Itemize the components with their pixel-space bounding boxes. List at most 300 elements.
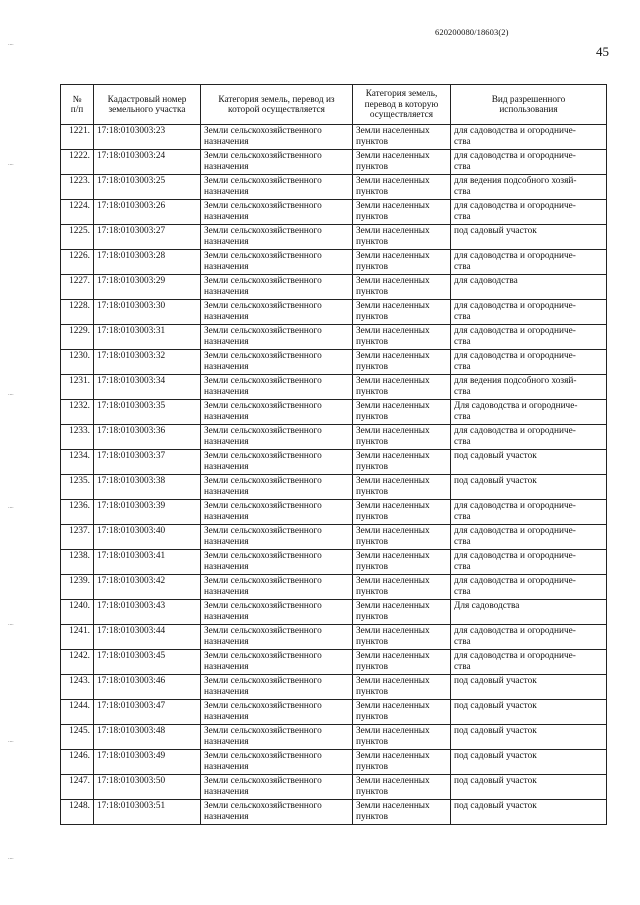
column-header-permitted-use: Вид разрешенного использования — [451, 85, 607, 125]
table-row — [61, 625, 607, 650]
category-to-line: Земли населенных — [356, 726, 430, 736]
cadastral-number: 17:18:0103003:36 — [97, 426, 166, 436]
category-from-line: назначения — [204, 812, 249, 822]
category-to-cell — [353, 700, 451, 725]
row-number: 1232. — [69, 401, 90, 411]
table-row — [61, 800, 607, 825]
permitted-use-cell — [451, 800, 607, 825]
category-to-line: Земли населенных — [356, 601, 430, 611]
permitted-use-line: для садоводства и огородниче- — [454, 126, 576, 136]
cadastral-number: 17:18:0103003:34 — [97, 376, 166, 386]
permitted-use-cell — [451, 725, 607, 750]
permitted-use-cell — [451, 525, 607, 550]
row-number-cell — [61, 225, 94, 250]
category-from-cell — [201, 750, 353, 775]
cadastral-number: 17:18:0103003:28 — [97, 251, 166, 261]
category-from-line: назначения — [204, 762, 249, 772]
permitted-use-line: для садоводства и огородниче- — [454, 526, 576, 536]
category-from-line: назначения — [204, 337, 249, 347]
category-from-cell — [201, 450, 353, 475]
category-from-line: Земли сельскохозяйственного — [204, 601, 322, 611]
category-to-cell — [353, 175, 451, 200]
permitted-use-cell — [451, 225, 607, 250]
row-number: 1225. — [69, 226, 90, 236]
row-number-cell — [61, 625, 94, 650]
row-number-cell — [61, 275, 94, 300]
permitted-use-line: для садоводства и огородниче- — [454, 426, 576, 436]
row-number-cell — [61, 500, 94, 525]
category-from-cell — [201, 525, 353, 550]
row-number-cell — [61, 525, 94, 550]
table-row — [61, 250, 607, 275]
category-from-cell — [201, 225, 353, 250]
row-number-cell — [61, 425, 94, 450]
table-row — [61, 575, 607, 600]
permitted-use-cell — [451, 700, 607, 725]
table-row — [61, 500, 607, 525]
category-from-line: Земли сельскохозяйственного — [204, 726, 322, 736]
cadastral-number: 17:18:0103003:45 — [97, 651, 166, 661]
category-from-line: назначения — [204, 687, 249, 697]
category-from-line: Земли сельскохозяйственного — [204, 476, 322, 486]
cadastral-number-cell — [94, 150, 201, 175]
category-from-line: назначения — [204, 187, 249, 197]
category-from-line: назначения — [204, 412, 249, 422]
margin-mark: ·–· — [8, 42, 14, 48]
row-number-cell — [61, 675, 94, 700]
cadastral-number-cell — [94, 775, 201, 800]
permitted-use-cell — [451, 400, 607, 425]
row-number: 1245. — [69, 726, 90, 736]
category-to-cell — [353, 550, 451, 575]
category-to-line: пунктов — [356, 187, 388, 197]
category-to-line: пунктов — [356, 612, 388, 622]
table-row — [61, 750, 607, 775]
table-row — [61, 675, 607, 700]
row-number-cell — [61, 575, 94, 600]
category-to-cell — [353, 625, 451, 650]
document-code: 620200080/18603(2) — [435, 27, 509, 37]
category-from-line: Земли сельскохозяйственного — [204, 151, 322, 161]
permitted-use-line: под садовый участок — [454, 726, 537, 736]
row-number: 1246. — [69, 751, 90, 761]
category-to-line: Земли населенных — [356, 151, 430, 161]
category-to-cell — [353, 575, 451, 600]
category-to-line: Земли населенных — [356, 351, 430, 361]
category-from-line: Земли сельскохозяйственного — [204, 801, 322, 811]
table-header-row — [61, 85, 607, 125]
row-number-cell — [61, 375, 94, 400]
category-from-line: назначения — [204, 787, 249, 797]
category-to-cell — [353, 725, 451, 750]
category-to-line: Земли населенных — [356, 501, 430, 511]
category-from-line: назначения — [204, 137, 249, 147]
cadastral-number-cell — [94, 600, 201, 625]
permitted-use-line: ства — [454, 262, 471, 272]
permitted-use-line: под садовый участок — [454, 801, 537, 811]
category-from-line: Земли сельскохозяйственного — [204, 176, 322, 186]
row-number: 1227. — [69, 276, 90, 286]
category-from-line: назначения — [204, 387, 249, 397]
row-number-cell — [61, 125, 94, 150]
permitted-use-line: ства — [454, 362, 471, 372]
category-to-line: Земли населенных — [356, 776, 430, 786]
category-from-line: Земли сельскохозяйственного — [204, 251, 322, 261]
cadastral-number-cell — [94, 300, 201, 325]
row-number: 1238. — [69, 551, 90, 561]
row-number-cell — [61, 200, 94, 225]
table-row — [61, 375, 607, 400]
permitted-use-cell — [451, 575, 607, 600]
row-number: 1243. — [69, 676, 90, 686]
category-from-line: Земли сельскохозяйственного — [204, 426, 322, 436]
row-number: 1223. — [69, 176, 90, 186]
permitted-use-line: ства — [454, 562, 471, 572]
permitted-use-cell — [451, 150, 607, 175]
category-from-cell — [201, 600, 353, 625]
permitted-use-cell — [451, 750, 607, 775]
table-row — [61, 425, 607, 450]
row-number: 1236. — [69, 501, 90, 511]
permitted-use-cell — [451, 350, 607, 375]
cadastral-number: 17:18:0103003:43 — [97, 601, 166, 611]
category-to-cell — [353, 750, 451, 775]
permitted-use-line: для садоводства и огородниче- — [454, 301, 576, 311]
cadastral-number-cell — [94, 550, 201, 575]
category-from-line: назначения — [204, 737, 249, 747]
column-header-category-to: Категория земель, перевод в которую осуществляется — [353, 85, 451, 125]
row-number-cell — [61, 800, 94, 825]
row-number: 1228. — [69, 301, 90, 311]
category-from-line: назначения — [204, 312, 249, 322]
category-from-line: Земли сельскохозяйственного — [204, 701, 322, 711]
permitted-use-cell — [451, 125, 607, 150]
category-from-line: Земли сельскохозяйственного — [204, 201, 322, 211]
row-number-cell — [61, 750, 94, 775]
category-to-line: пунктов — [356, 512, 388, 522]
category-from-cell — [201, 775, 353, 800]
category-to-cell — [353, 600, 451, 625]
cadastral-number: 17:18:0103003:38 — [97, 476, 166, 486]
permitted-use-line: ства — [454, 412, 471, 422]
category-to-line: Земли населенных — [356, 651, 430, 661]
category-to-line: пунктов — [356, 237, 388, 247]
category-to-line: пунктов — [356, 487, 388, 497]
cadastral-number-cell — [94, 250, 201, 275]
permitted-use-line: ства — [454, 437, 471, 447]
category-to-line: Земли населенных — [356, 376, 430, 386]
category-to-line: пунктов — [356, 787, 388, 797]
permitted-use-line: под садовый участок — [454, 751, 537, 761]
category-to-line: Земли населенных — [356, 626, 430, 636]
permitted-use-line: под садовый участок — [454, 226, 537, 236]
category-from-line: назначения — [204, 362, 249, 372]
table-row — [61, 550, 607, 575]
category-to-cell — [353, 375, 451, 400]
table-row — [61, 300, 607, 325]
row-number: 1237. — [69, 526, 90, 536]
permitted-use-line: ства — [454, 212, 471, 222]
table-row — [61, 400, 607, 425]
permitted-use-cell — [451, 550, 607, 575]
category-to-line: пунктов — [356, 687, 388, 697]
row-number: 1221. — [69, 126, 90, 136]
category-to-cell — [353, 500, 451, 525]
permitted-use-line: для ведения подсобного хозяй- — [454, 176, 577, 186]
category-from-cell — [201, 150, 353, 175]
table-row — [61, 325, 607, 350]
row-number: 1231. — [69, 376, 90, 386]
table-row — [61, 700, 607, 725]
permitted-use-line: ства — [454, 662, 471, 672]
margin-mark: ·–· — [8, 392, 14, 398]
table-row — [61, 200, 607, 225]
category-from-line: Земли сельскохозяйственного — [204, 326, 322, 336]
row-number: 1235. — [69, 476, 90, 486]
category-from-cell — [201, 350, 353, 375]
category-from-line: Земли сельскохозяйственного — [204, 451, 322, 461]
category-from-line: назначения — [204, 637, 249, 647]
permitted-use-cell — [451, 600, 607, 625]
cadastral-number-cell — [94, 650, 201, 675]
category-to-line: Земли населенных — [356, 551, 430, 561]
category-from-cell — [201, 675, 353, 700]
permitted-use-cell — [451, 500, 607, 525]
cadastral-number: 17:18:0103003:35 — [97, 401, 166, 411]
permitted-use-line: под садовый участок — [454, 676, 537, 686]
cadastral-number-cell — [94, 325, 201, 350]
table-row — [61, 150, 607, 175]
category-from-line: назначения — [204, 262, 249, 272]
row-number: 1239. — [69, 576, 90, 586]
cadastral-number: 17:18:0103003:26 — [97, 201, 166, 211]
category-to-line: Земли населенных — [356, 751, 430, 761]
category-from-cell — [201, 375, 353, 400]
permitted-use-cell — [451, 450, 607, 475]
category-from-line: назначения — [204, 462, 249, 472]
cadastral-number: 17:18:0103003:31 — [97, 326, 166, 336]
category-from-line: назначения — [204, 512, 249, 522]
category-to-line: пунктов — [356, 287, 388, 297]
row-number: 1229. — [69, 326, 90, 336]
cadastral-number: 17:18:0103003:37 — [97, 451, 166, 461]
category-to-line: Земли населенных — [356, 326, 430, 336]
cadastral-number: 17:18:0103003:42 — [97, 576, 166, 586]
category-to-cell — [353, 300, 451, 325]
category-from-line: Земли сельскохозяйственного — [204, 526, 322, 536]
table-row — [61, 650, 607, 675]
cadastral-number: 17:18:0103003:48 — [97, 726, 166, 736]
row-number: 1233. — [69, 426, 90, 436]
category-from-line: Земли сельскохозяйственного — [204, 226, 322, 236]
permitted-use-line: ства — [454, 512, 471, 522]
category-to-cell — [353, 250, 451, 275]
category-to-line: Земли населенных — [356, 276, 430, 286]
category-to-cell — [353, 125, 451, 150]
permitted-use-cell — [451, 625, 607, 650]
cadastral-number-cell — [94, 350, 201, 375]
table-row — [61, 600, 607, 625]
permitted-use-cell — [451, 675, 607, 700]
category-to-line: пунктов — [356, 762, 388, 772]
row-number-cell — [61, 150, 94, 175]
permitted-use-line: Для садоводства и огородниче- — [454, 401, 578, 411]
cadastral-number-cell — [94, 175, 201, 200]
category-to-line: Земли населенных — [356, 476, 430, 486]
category-from-line: Земли сельскохозяйственного — [204, 301, 322, 311]
row-number: 1241. — [69, 626, 90, 636]
permitted-use-cell — [451, 425, 607, 450]
category-from-line: Земли сельскохозяйственного — [204, 551, 322, 561]
row-number-cell — [61, 325, 94, 350]
category-from-line: Земли сельскохозяйственного — [204, 576, 322, 586]
category-from-line: Земли сельскохозяйственного — [204, 776, 322, 786]
row-number: 1222. — [69, 151, 90, 161]
category-to-line: пунктов — [356, 212, 388, 222]
category-from-cell — [201, 400, 353, 425]
permitted-use-line: ства — [454, 337, 471, 347]
category-to-line: Земли населенных — [356, 201, 430, 211]
category-to-line: пунктов — [356, 662, 388, 672]
category-from-line: назначения — [204, 237, 249, 247]
category-to-line: пунктов — [356, 412, 388, 422]
category-from-cell — [201, 500, 353, 525]
category-to-line: пунктов — [356, 312, 388, 322]
table-row — [61, 725, 607, 750]
row-number-cell — [61, 725, 94, 750]
category-from-cell — [201, 200, 353, 225]
cadastral-number: 17:18:0103003:46 — [97, 676, 166, 686]
row-number: 1224. — [69, 201, 90, 211]
category-from-line: Земли сельскохозяйственного — [204, 501, 322, 511]
category-to-line: пунктов — [356, 537, 388, 547]
permitted-use-line: ства — [454, 187, 471, 197]
margin-mark: ·–· — [8, 505, 14, 511]
category-from-line: Земли сельскохозяйственного — [204, 401, 322, 411]
permitted-use-line: под садовый участок — [454, 776, 537, 786]
category-from-line: назначения — [204, 487, 249, 497]
row-number: 1248. — [69, 801, 90, 811]
category-to-line: пунктов — [356, 587, 388, 597]
category-from-cell — [201, 175, 353, 200]
margin-mark: ·–· — [8, 622, 14, 628]
category-to-cell — [353, 425, 451, 450]
permitted-use-cell — [451, 325, 607, 350]
category-from-cell — [201, 250, 353, 275]
category-from-cell — [201, 575, 353, 600]
category-to-line: пунктов — [356, 737, 388, 747]
margin-mark: ·–· — [8, 856, 14, 862]
category-to-cell — [353, 775, 451, 800]
category-from-line: Земли сельскохозяйственного — [204, 376, 322, 386]
table-row — [61, 350, 607, 375]
category-to-cell — [353, 400, 451, 425]
table-row — [61, 125, 607, 150]
category-from-line: Земли сельскохозяйственного — [204, 276, 322, 286]
row-number-cell — [61, 700, 94, 725]
cadastral-number-cell — [94, 275, 201, 300]
cadastral-number-cell — [94, 200, 201, 225]
table-row — [61, 525, 607, 550]
cadastral-number-cell — [94, 500, 201, 525]
category-from-line: назначения — [204, 537, 249, 547]
category-from-cell — [201, 725, 353, 750]
margin-mark: ·–· — [8, 739, 14, 745]
category-to-line: пунктов — [356, 637, 388, 647]
row-number-cell — [61, 250, 94, 275]
category-to-line: пунктов — [356, 262, 388, 272]
category-from-cell — [201, 425, 353, 450]
cadastral-number-cell — [94, 750, 201, 775]
category-from-line: назначения — [204, 287, 249, 297]
permitted-use-cell — [451, 275, 607, 300]
row-number-cell — [61, 450, 94, 475]
cadastral-number-cell — [94, 575, 201, 600]
row-number-cell — [61, 475, 94, 500]
cadastral-number-cell — [94, 450, 201, 475]
permitted-use-line: ства — [454, 537, 471, 547]
category-to-line: Земли населенных — [356, 176, 430, 186]
category-to-cell — [353, 675, 451, 700]
category-to-cell — [353, 650, 451, 675]
category-to-cell — [353, 450, 451, 475]
row-number: 1240. — [69, 601, 90, 611]
category-to-cell — [353, 475, 451, 500]
category-to-line: Земли населенных — [356, 526, 430, 536]
category-to-line: Земли населенных — [356, 426, 430, 436]
category-to-line: пунктов — [356, 437, 388, 447]
category-to-line: Земли населенных — [356, 676, 430, 686]
row-number-cell — [61, 400, 94, 425]
category-from-line: назначения — [204, 712, 249, 722]
page-number: 45 — [596, 44, 609, 59]
row-number-cell — [61, 350, 94, 375]
row-number: 1230. — [69, 351, 90, 361]
permitted-use-cell — [451, 200, 607, 225]
cadastral-number: 17:18:0103003:40 — [97, 526, 166, 536]
permitted-use-line: ства — [454, 387, 471, 397]
row-number: 1247. — [69, 776, 90, 786]
category-from-cell — [201, 800, 353, 825]
permitted-use-line: под садовый участок — [454, 451, 537, 461]
category-to-line: пунктов — [356, 162, 388, 172]
table-row — [61, 775, 607, 800]
permitted-use-line: для ведения подсобного хозяй- — [454, 376, 577, 386]
table-row — [61, 175, 607, 200]
cadastral-number-cell — [94, 225, 201, 250]
category-to-line: Земли населенных — [356, 401, 430, 411]
permitted-use-line: ства — [454, 637, 471, 647]
category-from-cell — [201, 700, 353, 725]
category-to-cell — [353, 325, 451, 350]
category-to-line: Земли населенных — [356, 451, 430, 461]
category-from-cell — [201, 625, 353, 650]
category-from-line: назначения — [204, 212, 249, 222]
category-to-cell — [353, 275, 451, 300]
category-from-line: назначения — [204, 612, 249, 622]
row-number-cell — [61, 775, 94, 800]
category-to-line: Земли населенных — [356, 226, 430, 236]
permitted-use-cell — [451, 650, 607, 675]
category-from-line: назначения — [204, 437, 249, 447]
category-to-cell — [353, 200, 451, 225]
cadastral-number: 17:18:0103003:24 — [97, 151, 166, 161]
permitted-use-line: для садоводства и огородниче- — [454, 251, 576, 261]
category-to-cell — [353, 800, 451, 825]
category-from-line: Земли сельскохозяйственного — [204, 651, 322, 661]
category-from-cell — [201, 650, 353, 675]
cadastral-number: 17:18:0103003:32 — [97, 351, 166, 361]
